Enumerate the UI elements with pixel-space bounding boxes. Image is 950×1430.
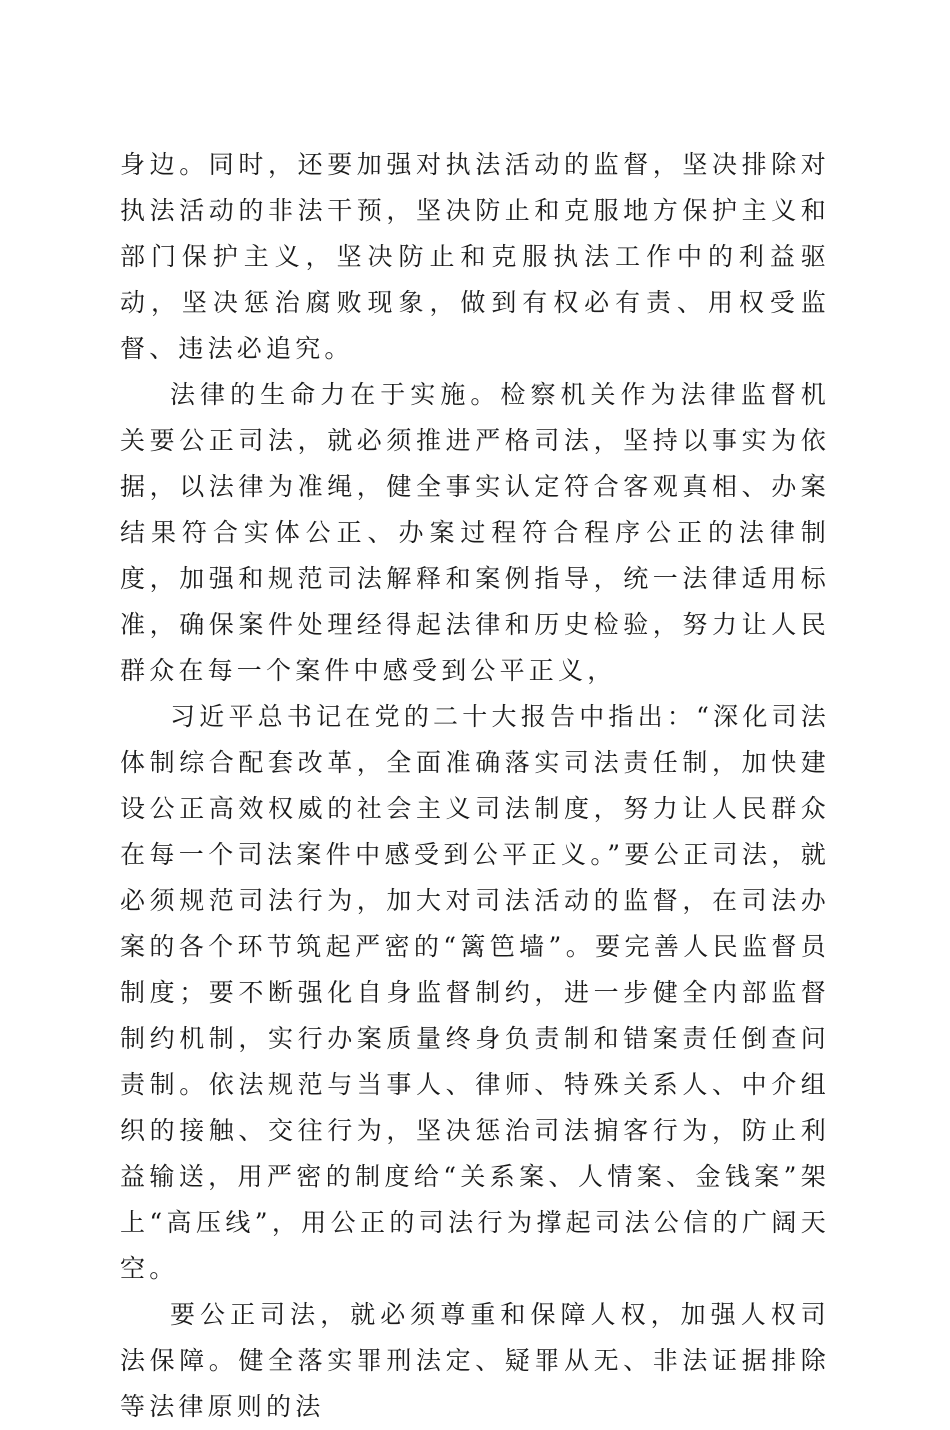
document-body <box>120 140 830 1430</box>
paragraph-continuation: 身边。同时，还要加强对执法活动的监督，坚决排除对执法活动的非法干预，坚决防止和克服地方保护主义和部门保护主义，坚决防止和克服执法工作中的利益驱动，坚决惩治腐败现象，做到有权必有责、用权受监督、违法必追究。 <box>120 150 830 363</box>
paragraph-human-rights: 要公正司法，就必须尊重和保障人权，加强人权司法保障。健全落实罪刑法定、疑罪从无、非法证据排除等法律原则的法 <box>120 1300 830 1421</box>
paragraph-party-congress-quote: 习近平总书记在党的二十大报告中指出：“深化司法体制综合配套改革，全面准确落实司法责任制，加快建设公正高效权威的社会主义司法制度，努力让人民群众在每一个司法案件中感受到公平正义。”要公正司法，就必须规范司法行为，加大对司法活动的监督，在司法办案的各个环节筑起严密的“篱笆墙”。要完善人民监督员制度；要不断强化自身监督制约，进一步健全内部监督制约机制，实行办案质量终身负责制和错案责任倒查问责制。依法规范与当事人、律师、特殊关系人、中介组织的接触、交往行为，坚决惩治司法掮客行为，防止利益输送，用严密的制度给“关系案、人情案、金钱案”架上“高压线”，用公正的司法行为撑起司法公信的广阔天空。 <box>120 702 830 1283</box>
paragraph-law-implementation: 法律的生命力在于实施。检察机关作为法律监督机关要公正司法，就必须推进严格司法，坚持以事实为依据，以法律为准绳，健全事实认定符合客观真相、办案结果符合实体公正、办案过程符合程序公正的法律制度，加强和规范司法解释和案例指导，统一法律适用标准，确保案件处理经得起法律和历史检验，努力让人民群众在每一个案件中感受到公平正义， <box>120 380 830 685</box>
